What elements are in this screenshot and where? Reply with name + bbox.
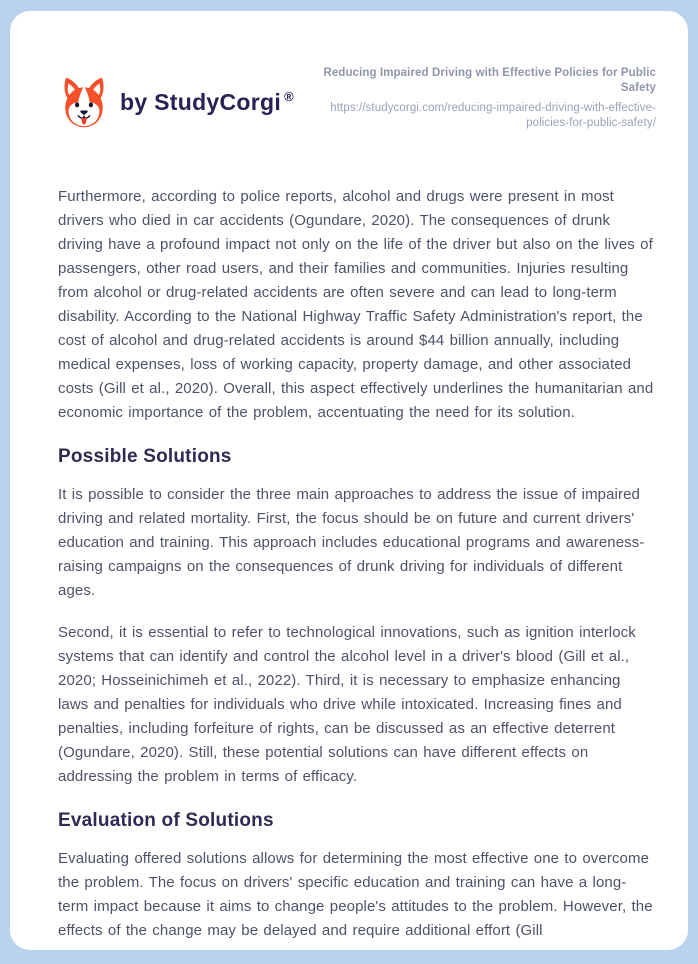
paragraph-evaluation: Evaluating offered solutions allows for determining the most effective one to overcome the problem. The focus on drivers' specific education and training can have a long-term impact because it aims to change people's attitudes to the problem. However, the effects of the change may be delayed and require additional effort (Gill: [58, 850, 653, 939]
section-heading-possible-solutions: Possible Solutions: [58, 446, 232, 467]
document-url-link[interactable]: https://studycorgi.com/reducing-impaired-driving-with-effective-policies-for-public-safety/: [330, 102, 656, 129]
document-card: [10, 11, 688, 950]
document-header: [58, 66, 656, 131]
studycorgi-brand: [58, 73, 294, 131]
document-body: [58, 185, 656, 943]
paragraph-education-approach: It is possible to consider the three main approaches to address the issue of impaired driving and related mortality. First, the focus should be on future and current drivers' education and training. This approach includes educational programs and awareness-raising campaigns on the consequences of drunk driving for individuals of different ages.: [58, 486, 645, 599]
document-title: Reducing Impaired Driving with Effective Policies for Public Safety: [323, 67, 656, 94]
registered-trademark-icon: ®: [284, 88, 294, 104]
section-heading-evaluation-of-solutions: Evaluation of Solutions: [58, 810, 274, 831]
brand-name: by StudyCorgi: [120, 88, 282, 115]
paragraph-impact-of-impaired-driving: Furthermore, according to police reports, alcohol and drugs were present in most drivers who died in car accidents (Ogundare, 2020). The consequences of drunk driving have a profound impact not only on the life of the driver but also on the lives of passengers, other road users, and their families and communities. Injuries resulting from alcohol or drug-related accidents are often severe and can lead to long-term disability. According to the National Highway Traffic Safety Administration's report, the cost of alcohol and drug-related accidents is around $44 billion annually, including medical expenses, loss of working capacity, property damage, and other associated costs (Gill et al., 2020). Overall, this aspect effectively underlines the humanitarian and economic importance of the problem, accentuating the need for its solution.: [58, 188, 654, 421]
paragraph-technology-and-laws: Second, it is essential to refer to technological innovations, such as ignition interlock systems that can identify and control the alcohol level in a driver's blood (Gill et al., 2020; Hosseinichimeh et al., 2022). Third, it is necessary to emphasize enhancing laws and penalties for individuals who drive while intoxicated. Increasing fines and penalties, including forfeiture of rights, can be discussed as an effective deterrent (Ogundare, 2020). Still, these potential solutions can have different effects on addressing the problem in terms of efficacy.: [58, 624, 636, 785]
corgi-face-icon: [58, 73, 110, 131]
document-meta: [321, 66, 656, 131]
